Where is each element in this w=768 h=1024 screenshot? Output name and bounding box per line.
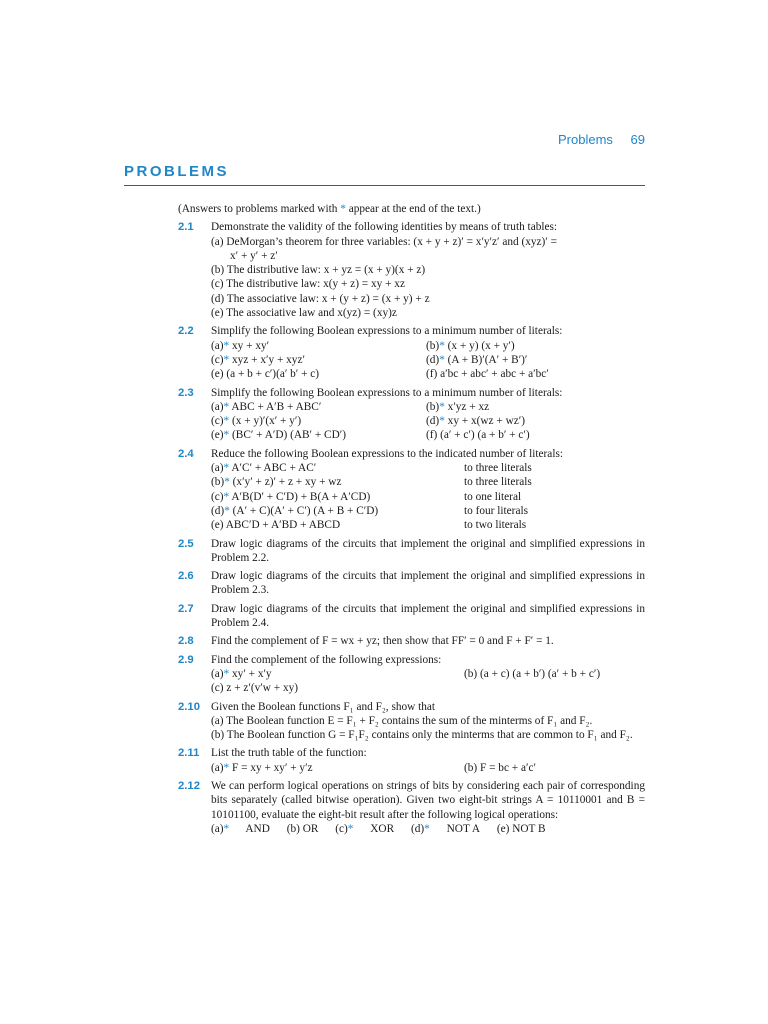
header-section-name: Problems bbox=[557, 132, 613, 147]
item-a-cont: x′ + y′ + z′ bbox=[230, 249, 278, 262]
expr-b: (b)* x′yz + xz bbox=[426, 400, 490, 413]
target-c: to one literal bbox=[464, 490, 522, 503]
problem-number: 2.1 bbox=[178, 221, 194, 234]
star-marker: * bbox=[223, 353, 230, 366]
problem-text: List the truth table of the function: bbox=[211, 747, 367, 760]
star-marker: * bbox=[223, 339, 230, 352]
problem-text: Find the complement of the following expressions: bbox=[211, 653, 442, 666]
expression-grid bbox=[211, 667, 645, 681]
reduction-grid bbox=[211, 461, 645, 532]
target-e: to two literals bbox=[464, 519, 527, 532]
problem-number: 2.10 bbox=[178, 700, 200, 713]
target-d: to four literals bbox=[464, 504, 528, 517]
item-a: (a) The Boolean function E = F₁ + F₂ contains the sum of the minterms of F₁ and F₂. bbox=[211, 714, 593, 727]
star-marker: * bbox=[224, 504, 230, 517]
problem-number: 2.9 bbox=[178, 653, 194, 666]
star-marker: * bbox=[223, 822, 230, 835]
star-marker: * bbox=[223, 415, 230, 428]
option-d: (d)* NOT A bbox=[410, 822, 481, 835]
problem-2-9 bbox=[178, 653, 645, 696]
expr-b: (b) (a + c) (a + b′) (a′ + b + c′) bbox=[464, 667, 601, 680]
item-b: (b) The distributive law: x + yz = (x + y)(x + z) bbox=[211, 264, 426, 277]
problem-2-5 bbox=[178, 537, 645, 566]
problem-2-11 bbox=[178, 746, 645, 775]
problem-number: 2.6 bbox=[178, 570, 194, 583]
problem-number: 2.5 bbox=[178, 537, 194, 550]
star-marker: * bbox=[439, 353, 445, 366]
problem-2-7 bbox=[178, 602, 645, 631]
problem-number: 2.11 bbox=[178, 747, 200, 760]
expr-a: (a)* F = xy + xy′ + y′z bbox=[211, 761, 313, 774]
expr-a: (a)* xy + xy′ bbox=[211, 339, 270, 352]
problem-text: Simplify the following Boolean expressions to a minimum number of literals: bbox=[211, 325, 563, 338]
intro-note: (Answers to problems marked with * appear at the end of the text.) bbox=[178, 203, 481, 215]
section-title: PROBLEMS bbox=[124, 163, 230, 180]
problem-number: 2.8 bbox=[178, 635, 194, 648]
expr-e: (e) (a + b + c′)(a′ b′ + c) bbox=[211, 368, 320, 381]
problem-text: Draw logic diagrams of the circuits that implement the original and simplified expressions in Problem 2.2. bbox=[211, 537, 645, 564]
item-c: (c) The distributive law: x(y + z) = xy + xz bbox=[211, 278, 405, 291]
problem-text: Given the Boolean functions F₁ and F₂, show that bbox=[211, 700, 436, 713]
problem-2-1 bbox=[178, 220, 645, 320]
problem-2-3 bbox=[178, 386, 645, 443]
star-marker: * bbox=[347, 822, 354, 835]
running-header bbox=[0, 132, 645, 147]
problem-2-10 bbox=[178, 700, 645, 743]
expr-d: (d)* (A′ + C)(A′ + C′) (A + B + C′D) bbox=[211, 504, 379, 517]
page-number: 69 bbox=[630, 132, 645, 147]
problem-number: 2.4 bbox=[178, 447, 194, 460]
title-rule bbox=[124, 185, 645, 186]
expression-grid bbox=[211, 761, 645, 775]
problem-text: Draw logic diagrams of the circuits that implement the original and simplified expressions in Problem 2.3. bbox=[211, 570, 645, 597]
expr-a: (a)* xy′ + x′y bbox=[211, 667, 272, 680]
problem-2-8 bbox=[178, 634, 645, 648]
problem-number: 2.2 bbox=[178, 325, 194, 338]
problem-text: Demonstrate the validity of the following identities by means of truth tables: bbox=[211, 221, 558, 234]
target-a: to three literals bbox=[464, 462, 532, 475]
expression-grid bbox=[211, 339, 645, 382]
expr-d: (d)* xy + x(wz + wz′) bbox=[426, 415, 525, 428]
star-marker: * bbox=[223, 429, 230, 442]
option-c: (c)* XOR bbox=[335, 822, 395, 835]
expr-d: (d)* (A + B)′(A′ + B′)′ bbox=[426, 353, 528, 366]
problem-text: Reduce the following Boolean expressions to the indicated number of literals: bbox=[211, 447, 563, 460]
problem-text: Find the complement of F = wx + yz; then show that FF′ = 0 and F + F′ = 1. bbox=[211, 635, 554, 648]
expr-b: (b)* (x + y) (x + y′) bbox=[426, 339, 515, 352]
problem-text: Draw logic diagrams of the circuits that implement the original and simplified expressions in Problem 2.4. bbox=[211, 602, 645, 630]
target-b: to three literals bbox=[464, 476, 532, 489]
item-e: (e) The associative law and x(yz) = (xy)z bbox=[211, 307, 397, 320]
star-marker: * bbox=[424, 822, 430, 835]
problem-2-4 bbox=[178, 447, 645, 533]
expr-a: (a)* A′C′ + ABC + AC′ bbox=[211, 462, 317, 475]
problem-number: 2.3 bbox=[178, 386, 194, 399]
problem-2-2 bbox=[178, 324, 645, 381]
expr-b: (b) F = bc + a′c′ bbox=[464, 761, 536, 774]
problems-content bbox=[178, 202, 645, 840]
expr-a: (a)* ABC + A′B + ABC′ bbox=[211, 400, 322, 413]
expr-c: (c)* xyz + x′y + xyz′ bbox=[211, 353, 305, 366]
item-b: (b) The Boolean function G = F₁F₂ contains only the minterms that are common to F₁ and F₂. bbox=[211, 729, 633, 742]
option-e: (e) NOT B bbox=[496, 822, 546, 835]
option-a: (a)* AND bbox=[211, 822, 270, 835]
expr-e: (e)* (BC′ + A′D) (AB′ + CD′) bbox=[211, 429, 346, 442]
star-marker: * bbox=[223, 490, 230, 503]
star-marker: * bbox=[223, 400, 230, 413]
expr-c: (c) z + z′(v′w + xy) bbox=[211, 682, 298, 695]
expr-e: (e) ABC′D + A′BD + ABCD bbox=[211, 519, 341, 532]
problem-text: We can perform logical operations on strings of bits by considering each pair of corresponding bits separately (called bitwise operation). Given two eight-bit strings A = 10110001 and B = 10101100, evaluate the eight-bit result after the following logical operations: bbox=[211, 779, 645, 821]
expr-c: (c)* A′B(D′ + C′D) + B(A + A′CD) bbox=[211, 490, 371, 503]
star-marker: * bbox=[439, 415, 445, 428]
star-marker: * bbox=[223, 761, 230, 774]
expression-grid bbox=[211, 400, 645, 443]
option-b: (b) OR bbox=[286, 822, 319, 835]
star-marker: * bbox=[223, 667, 230, 680]
problem-text: Simplify the following Boolean expressions to a minimum number of literals: bbox=[211, 386, 563, 399]
expr-f: (f) a′bc + abc′ + abc + a′bc′ bbox=[426, 368, 549, 381]
problem-number: 2.12 bbox=[178, 779, 200, 792]
operation-options bbox=[211, 822, 645, 836]
expr-c: (c)* (x + y)′(x′ + y′) bbox=[211, 415, 302, 428]
star-marker: * bbox=[439, 339, 445, 352]
problem-2-6 bbox=[178, 569, 645, 598]
expr-f: (f) (a′ + c′) (a + b′ + c′) bbox=[426, 429, 530, 442]
star-marker: * bbox=[223, 462, 230, 475]
expr-b: (b)* (x′y′ + z)′ + z + xy + wz bbox=[211, 476, 342, 489]
problem-number: 2.7 bbox=[178, 602, 194, 615]
star-marker: * bbox=[224, 476, 230, 489]
star-marker: * bbox=[340, 203, 346, 215]
problem-2-12 bbox=[178, 779, 645, 836]
item-d: (d) The associative law: x + (y + z) = (x + y) + z bbox=[211, 292, 430, 305]
star-marker: * bbox=[439, 400, 445, 413]
item-a: (a) DeMorgan’s theorem for three variables: (x + y + z)′ = x′y′z′ and (xyz)′ = bbox=[211, 235, 557, 248]
